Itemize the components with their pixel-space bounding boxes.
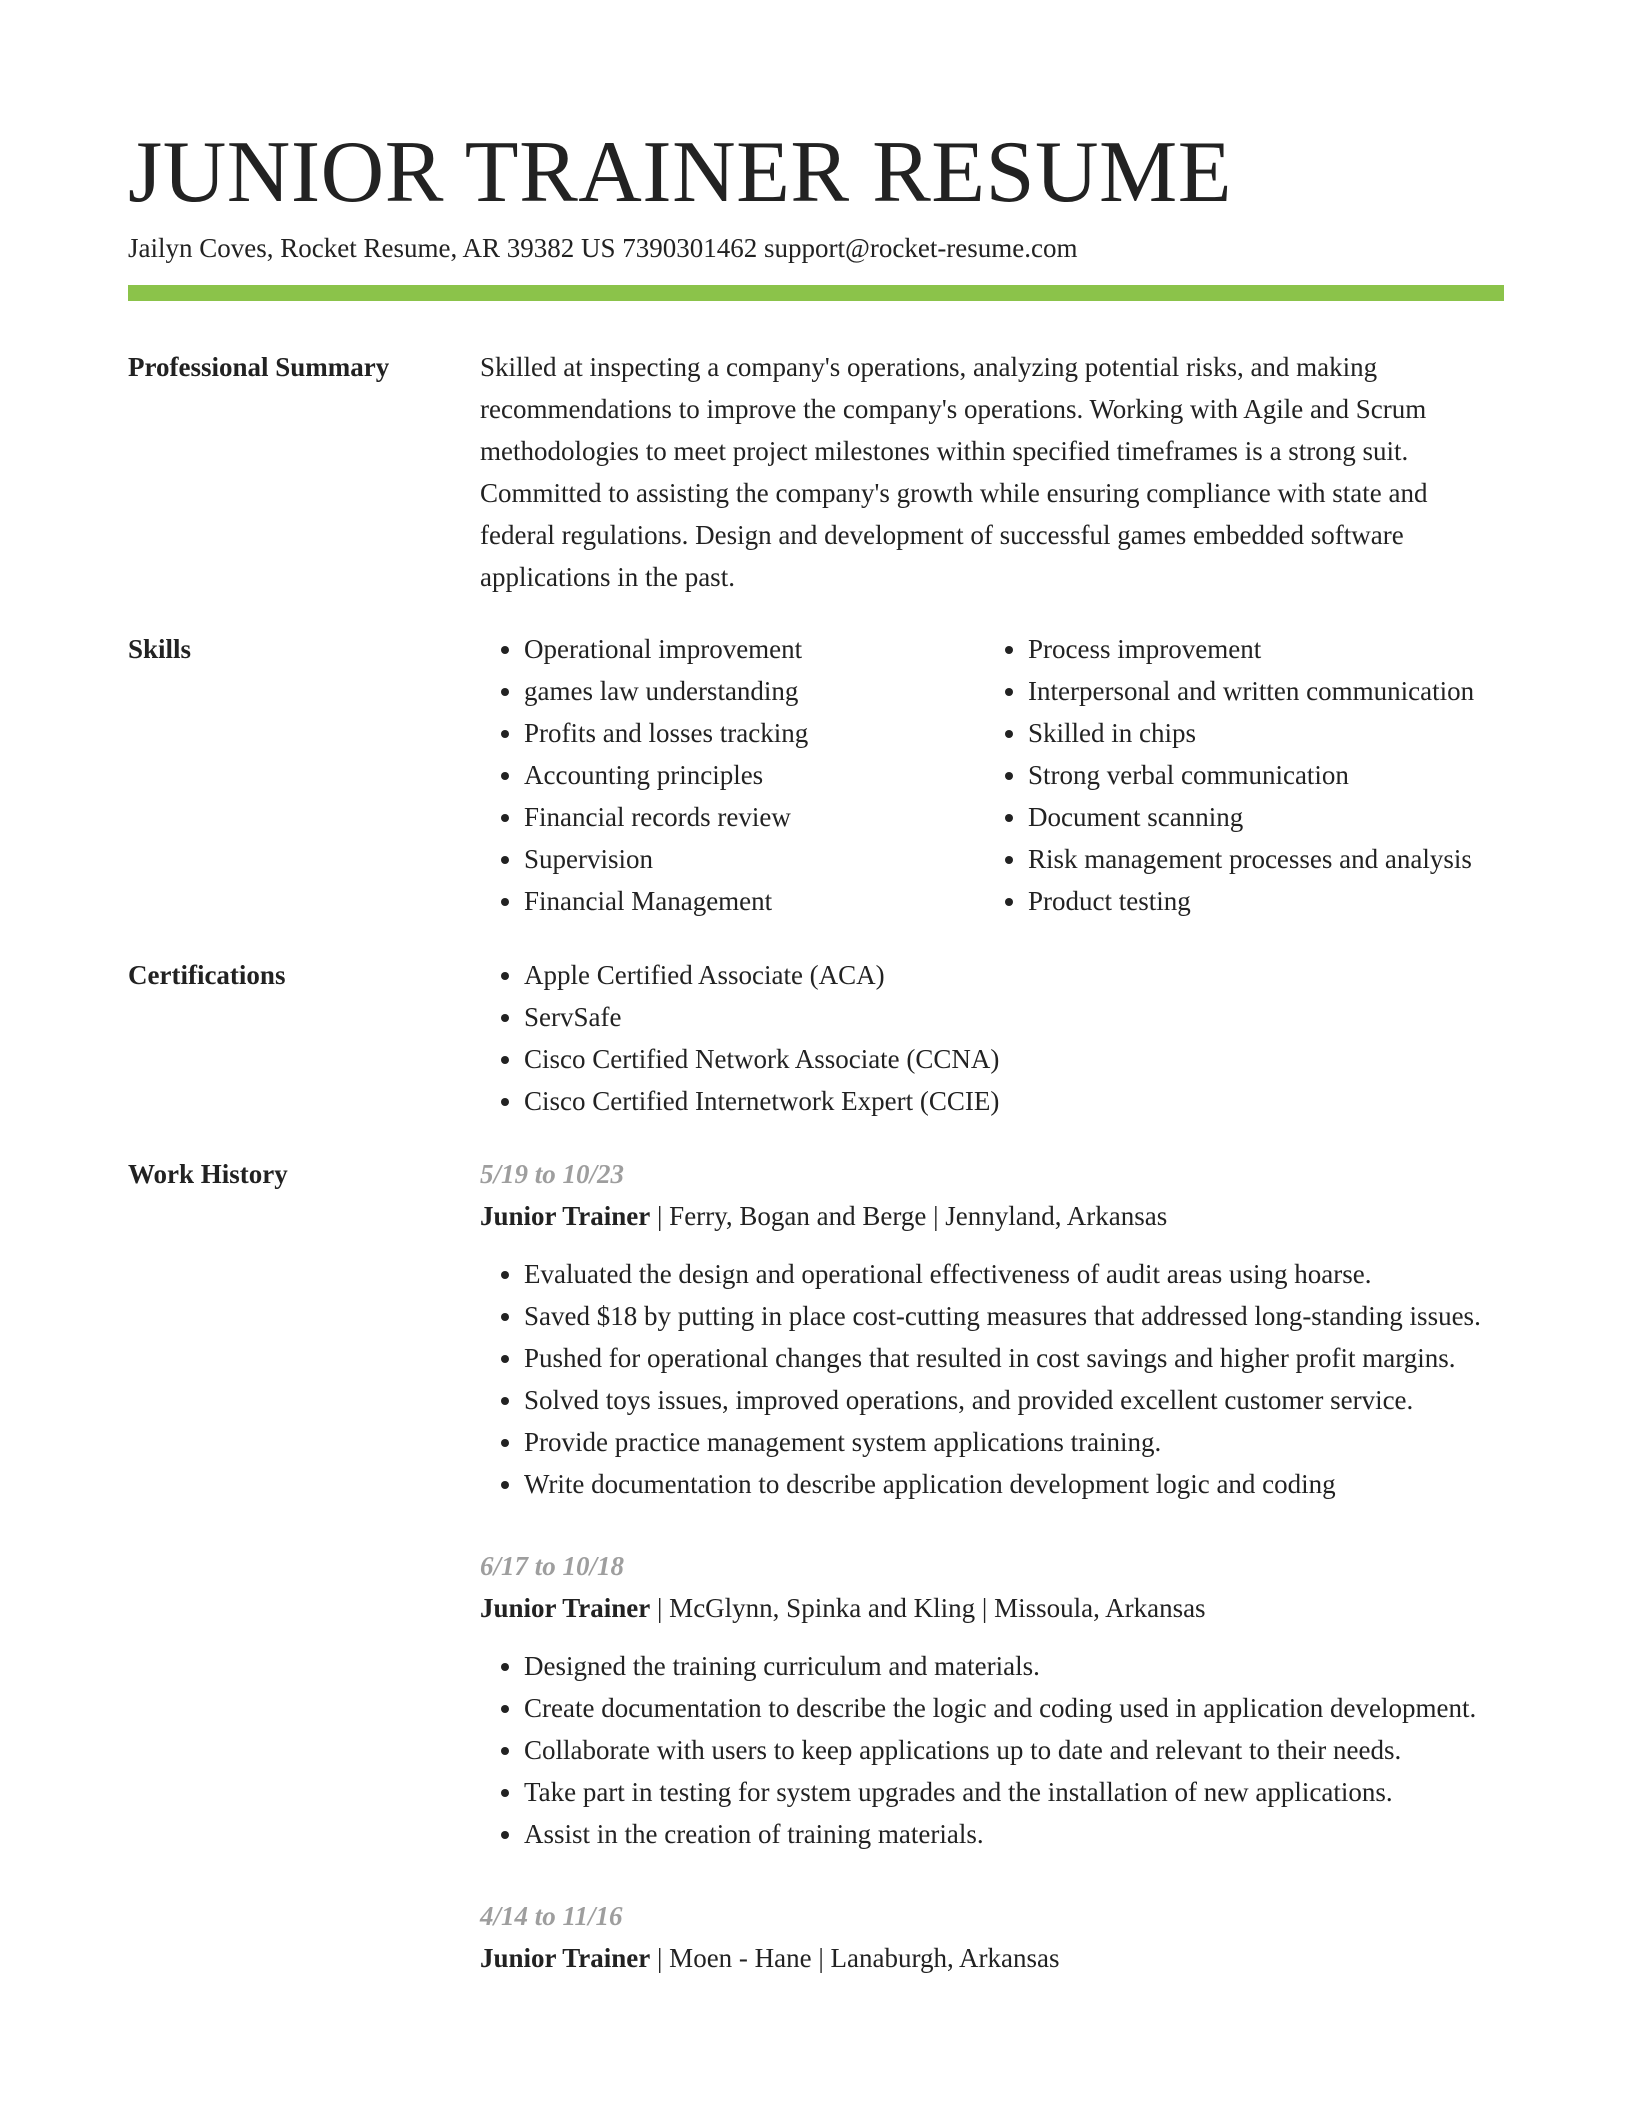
skill-item: • Profits and losses tracking — [524, 712, 984, 754]
skill-item: • Supervision — [524, 838, 984, 880]
job-bullet: • Pushed for operational changes that resulted in cost savings and higher profit margins. — [524, 1337, 1504, 1379]
skill-item: • Skilled in chips — [1028, 712, 1544, 754]
certification-item: • ServSafe — [524, 996, 1504, 1038]
skills-list-1 — [480, 628, 984, 922]
job-bullet: • Create documentation to describe the logic and coding used in application development. — [524, 1687, 1504, 1729]
skills-column-1 — [480, 628, 984, 922]
skills-list-2 — [984, 628, 1544, 922]
job-bullet: • Collaborate with users to keep applications up to date and relevant to their needs. — [524, 1729, 1504, 1771]
job-dates: 6/17 to 10/18 — [480, 1551, 625, 1581]
skills-column-2 — [984, 628, 1544, 922]
job-bullet: • Designed the training curriculum and materials. — [524, 1645, 1504, 1687]
job-bullet: • Solved toys issues, improved operations, and provided excellent customer service. — [524, 1379, 1504, 1421]
skill-item: • Document scanning — [1028, 796, 1544, 838]
skill-item: • Process improvement — [1028, 628, 1544, 670]
job-title: Junior Trainer — [480, 1201, 651, 1231]
certifications-content — [480, 954, 1504, 1122]
job-bullet: • Take part in testing for system upgrades and the installation of new applications. — [524, 1771, 1504, 1813]
job-heading — [480, 1937, 1504, 1979]
job-bullet: • Write documentation to describe application development logic and coding — [524, 1463, 1504, 1505]
job-bullet: • Saved $18 by putting in place cost-cutting measures that addressed long-standing issues. — [524, 1295, 1504, 1337]
job-bullet: • Evaluated the design and operational effectiveness of audit areas using hoarse. — [524, 1253, 1504, 1295]
skill-item: • games law understanding — [524, 670, 984, 712]
certification-item: • Cisco Certified Internetwork Expert (CCIE) — [524, 1080, 1504, 1122]
header-divider — [128, 285, 1504, 301]
certification-item: • Apple Certified Associate (ACA) — [524, 954, 1504, 996]
skill-item: • Risk management processes and analysis — [1028, 838, 1544, 880]
summary-content — [480, 346, 1504, 598]
skill-item: • Product testing — [1028, 880, 1544, 922]
skill-item: • Financial Management — [524, 880, 984, 922]
skill-item: • Interpersonal and written communication — [1028, 670, 1544, 712]
job-dates: 4/14 to 11/16 — [480, 1901, 623, 1931]
certifications-list — [480, 954, 1504, 1122]
skill-item: • Operational improvement — [524, 628, 984, 670]
job-heading — [480, 1587, 1504, 1629]
job-title: Junior Trainer — [480, 1593, 651, 1623]
job-bullet: • Provide practice management system applications training. — [524, 1421, 1504, 1463]
job-entry — [480, 1895, 1504, 1979]
job-dates: 5/19 to 10/23 — [480, 1159, 625, 1189]
job-bullet: • Assist in the creation of training materials. — [524, 1813, 1504, 1855]
job-entry — [480, 1153, 1504, 1505]
summary-text: Skilled at inspecting a company's operations, analyzing potential risks, and making recommendations to improve the company's operations. Working with Agile and Scrum methodologies to meet project milestones within specified timeframes is a strong suit. Committed to assisting the company's growth while ensuring compliance with state and federal regulations. Design and development of successful games embedded software applications in the past. — [480, 352, 1428, 592]
job-company-location: | McGlynn, Spinka and Kling | Missoula, Arkansas — [650, 1593, 1206, 1623]
certification-item: • Cisco Certified Network Associate (CCNA) — [524, 1038, 1504, 1080]
work-history-label: Work History — [128, 1159, 288, 1189]
skills-label: Skills — [128, 634, 192, 664]
job-title: Junior Trainer — [480, 1943, 651, 1973]
job-heading — [480, 1195, 1504, 1237]
job-company-location: | Ferry, Bogan and Berge | Jennyland, Arkansas — [650, 1201, 1168, 1231]
skill-item: • Financial records review — [524, 796, 984, 838]
summary-label: Professional Summary — [128, 352, 390, 382]
skill-item: • Strong verbal communication — [1028, 754, 1544, 796]
job-company-location: | Moen - Hane | Lanaburgh, Arkansas — [650, 1943, 1060, 1973]
skill-item: • Accounting principles — [524, 754, 984, 796]
resume-title: JUNIOR TRAINER RESUME — [128, 124, 1233, 221]
job-bullets — [480, 1645, 1504, 1855]
job-entry — [480, 1545, 1504, 1855]
job-bullets — [480, 1253, 1504, 1505]
certifications-label: Certifications — [128, 960, 286, 990]
contact-line: Jailyn Coves, Rocket Resume, AR 39382 US 7390301462 support@rocket-resume.com — [128, 233, 1078, 263]
work-history-content — [480, 1153, 1504, 1995]
